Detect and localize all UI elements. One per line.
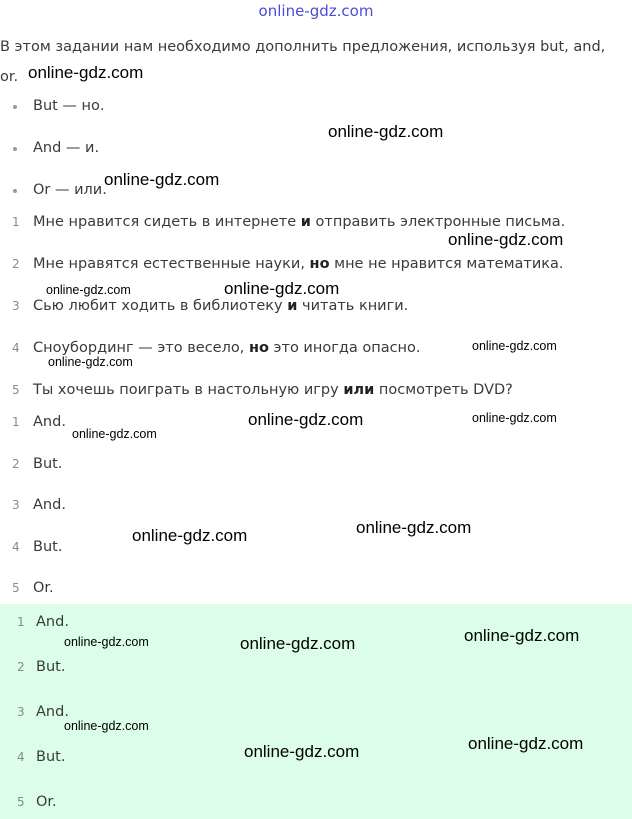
final-answer-item	[0, 790, 620, 814]
conjunction: но	[309, 256, 330, 272]
watermark: online-gdz.com	[472, 411, 557, 425]
watermark: online-gdz.com	[48, 355, 133, 369]
final-answer-item	[0, 655, 620, 679]
item-number: 2	[12, 457, 20, 471]
watermark: online-gdz.com	[468, 734, 584, 753]
item-number: 5	[12, 581, 20, 595]
watermark: online-gdz.com	[240, 634, 356, 653]
watermark: online-gdz.com	[132, 526, 248, 545]
intro-text: В этом задании нам необходимо дополнить предложения, используя but, and, or.	[0, 39, 606, 85]
watermark: online-gdz.com	[356, 518, 472, 537]
conjunction: и	[300, 214, 311, 230]
answer-text: Or.	[33, 580, 54, 596]
item-number: 1	[17, 615, 25, 629]
answer-text: And.	[33, 414, 66, 430]
bullet-dot-icon	[13, 189, 17, 193]
answer-text: But.	[33, 539, 63, 555]
watermark: online-gdz.com	[244, 742, 360, 761]
item-number: 3	[12, 498, 20, 512]
bullet-item	[0, 136, 620, 160]
watermark: online-gdz.com	[104, 170, 220, 189]
answer-item	[0, 576, 620, 600]
sentence-text: Ты хочешь поиграть в настольную игру или посмотреть DVD?	[33, 382, 513, 398]
item-number: 3	[12, 299, 20, 313]
item-number: 4	[17, 750, 25, 764]
answer-text: And.	[33, 497, 66, 513]
watermark: online-gdz.com	[448, 230, 564, 249]
conjunction: и	[287, 298, 298, 314]
answer-text: And.	[36, 614, 69, 630]
answer-text: Or.	[36, 794, 57, 810]
item-number: 1	[12, 415, 20, 429]
sentence-text: Сноубординг — это весело, но это иногда опасно.	[33, 340, 421, 356]
watermark: online-gdz.com	[28, 63, 144, 82]
item-number: 5	[12, 383, 20, 397]
watermark: online-gdz.com	[328, 122, 444, 141]
answer-item	[0, 493, 620, 517]
bullet-dot-icon	[13, 105, 17, 109]
answer-text: But.	[36, 749, 66, 765]
item-number: 4	[12, 341, 20, 355]
answer-item	[0, 535, 620, 559]
conjunction: или	[343, 382, 375, 398]
watermark: online-gdz.com	[472, 339, 557, 353]
sentence-text: Мне нравятся естественные науки, но мне не нравится математика.	[33, 256, 564, 272]
answer-item	[0, 452, 620, 476]
watermark: online-gdz.com	[64, 635, 149, 649]
conjunction: но	[248, 340, 269, 356]
bullet-item	[0, 94, 620, 118]
item-number: 2	[17, 660, 25, 674]
bullet-dot-icon	[13, 147, 17, 151]
item-number: 3	[17, 705, 25, 719]
bullet-item	[0, 178, 620, 202]
bullet-text: Or — или.	[33, 182, 107, 198]
watermark: online-gdz.com	[248, 410, 364, 429]
item-number: 5	[17, 795, 25, 809]
watermark: online-gdz.com	[64, 719, 149, 733]
answer-text: But.	[36, 659, 66, 675]
item-number: 4	[12, 540, 20, 554]
bullet-text: And — и.	[33, 140, 100, 156]
sentence-text: Мне нравится сидеть в интернете и отправить электронные письма.	[33, 214, 566, 230]
watermark: online-gdz.com	[46, 283, 131, 297]
sentence-item	[0, 252, 620, 276]
sentence-text: Сью любит ходить в библиотеку и читать книги.	[33, 298, 409, 314]
watermark: online-gdz.com	[72, 427, 157, 441]
watermark: online-gdz.com	[464, 626, 580, 645]
bullet-text: But — но.	[33, 98, 105, 114]
answer-text: But.	[33, 456, 63, 472]
item-number: 1	[12, 215, 20, 229]
answer-text: And.	[36, 704, 69, 720]
site-header-link[interactable]: online-gdz.com	[258, 2, 374, 20]
item-number: 2	[12, 257, 20, 271]
watermark: online-gdz.com	[224, 279, 340, 298]
sentence-item	[0, 378, 620, 402]
